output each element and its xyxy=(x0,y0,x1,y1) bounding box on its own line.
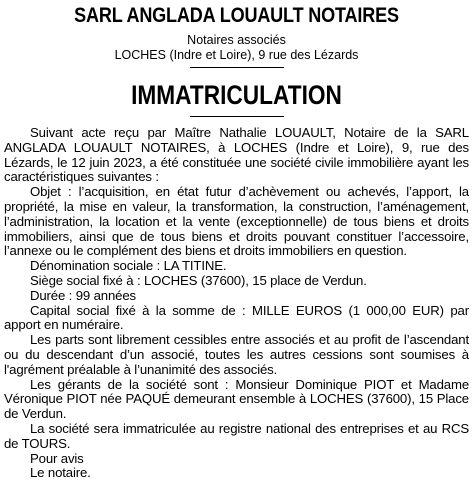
firm-name: SARL ANGLADA LOUAULT NOTAIRES xyxy=(74,4,399,27)
paragraph-signature: Le notaire. xyxy=(30,465,91,481)
paragraph-object: Objet : l’acquisition, en état futur d’achèvement ou achevés, l’apport, la propriété, la mise en valeur, la transformation, la construction, l’aménagement, l’administration, la location et la vente (exceptionnelle) de tous biens et droits immobiliers, ainsi que de tous biens et droits pouvant constituer l’accessoire, l’annexe ou le complément des biens et droits immobiliers en question. xyxy=(4,184,469,259)
heading-divider xyxy=(190,116,284,117)
paragraph-pour-avis: Pour avis xyxy=(30,450,84,466)
paragraph-capital: Capital social fixé à la somme de : MILLE EUROS (1 000,00 EUR) par apport en numéraire. xyxy=(4,302,469,333)
paragraph-share-transfer: Les parts sont librement cessibles entre associés et au profit de l’ascendant ou du descendant d’un associé, toutes les autres cessions sont soumises à l'agrément préalable à l’unanimité des associés. xyxy=(4,332,469,377)
paragraph-registered-office: Siège social fixé à : LOCHES (37600), 15 place de Verdun. xyxy=(30,272,367,288)
notice-heading: IMMATRICULATION xyxy=(131,80,342,110)
firm-subtitle: Notaires associés xyxy=(187,33,286,47)
legal-notice xyxy=(0,4,473,481)
paragraph-duration: Durée : 99 années xyxy=(30,287,136,303)
paragraph-deed: Suivant acte reçu par Maître Nathalie LOUAULT, Notaire de la SARL ANGLADA LOUAULT NOTAIRES, à LOCHES (Indre et Loire), 9, rue des Lézards, le 12 juin 2023, a été constituée une société civile immobilière ayant les caractéristiques suivantes : xyxy=(4,125,469,185)
firm-address: LOCHES (Indre et Loire), 9 rue des Lézards xyxy=(114,48,359,62)
notice-body xyxy=(4,126,469,481)
paragraph-registration: La société sera immatriculée au registre national des entreprises et au RCS de TOURS. xyxy=(4,420,469,451)
paragraph-managers: Les gérants de la société sont : Monsieur Dominique PIOT et Madame Véronique PIOT née PAQUÉ demeurant ensemble à LOCHES (37600), 15 Place de Verdun. xyxy=(4,376,469,422)
header-divider xyxy=(190,67,284,68)
paragraph-name: Dénomination sociale : LA TITINE. xyxy=(30,258,227,274)
